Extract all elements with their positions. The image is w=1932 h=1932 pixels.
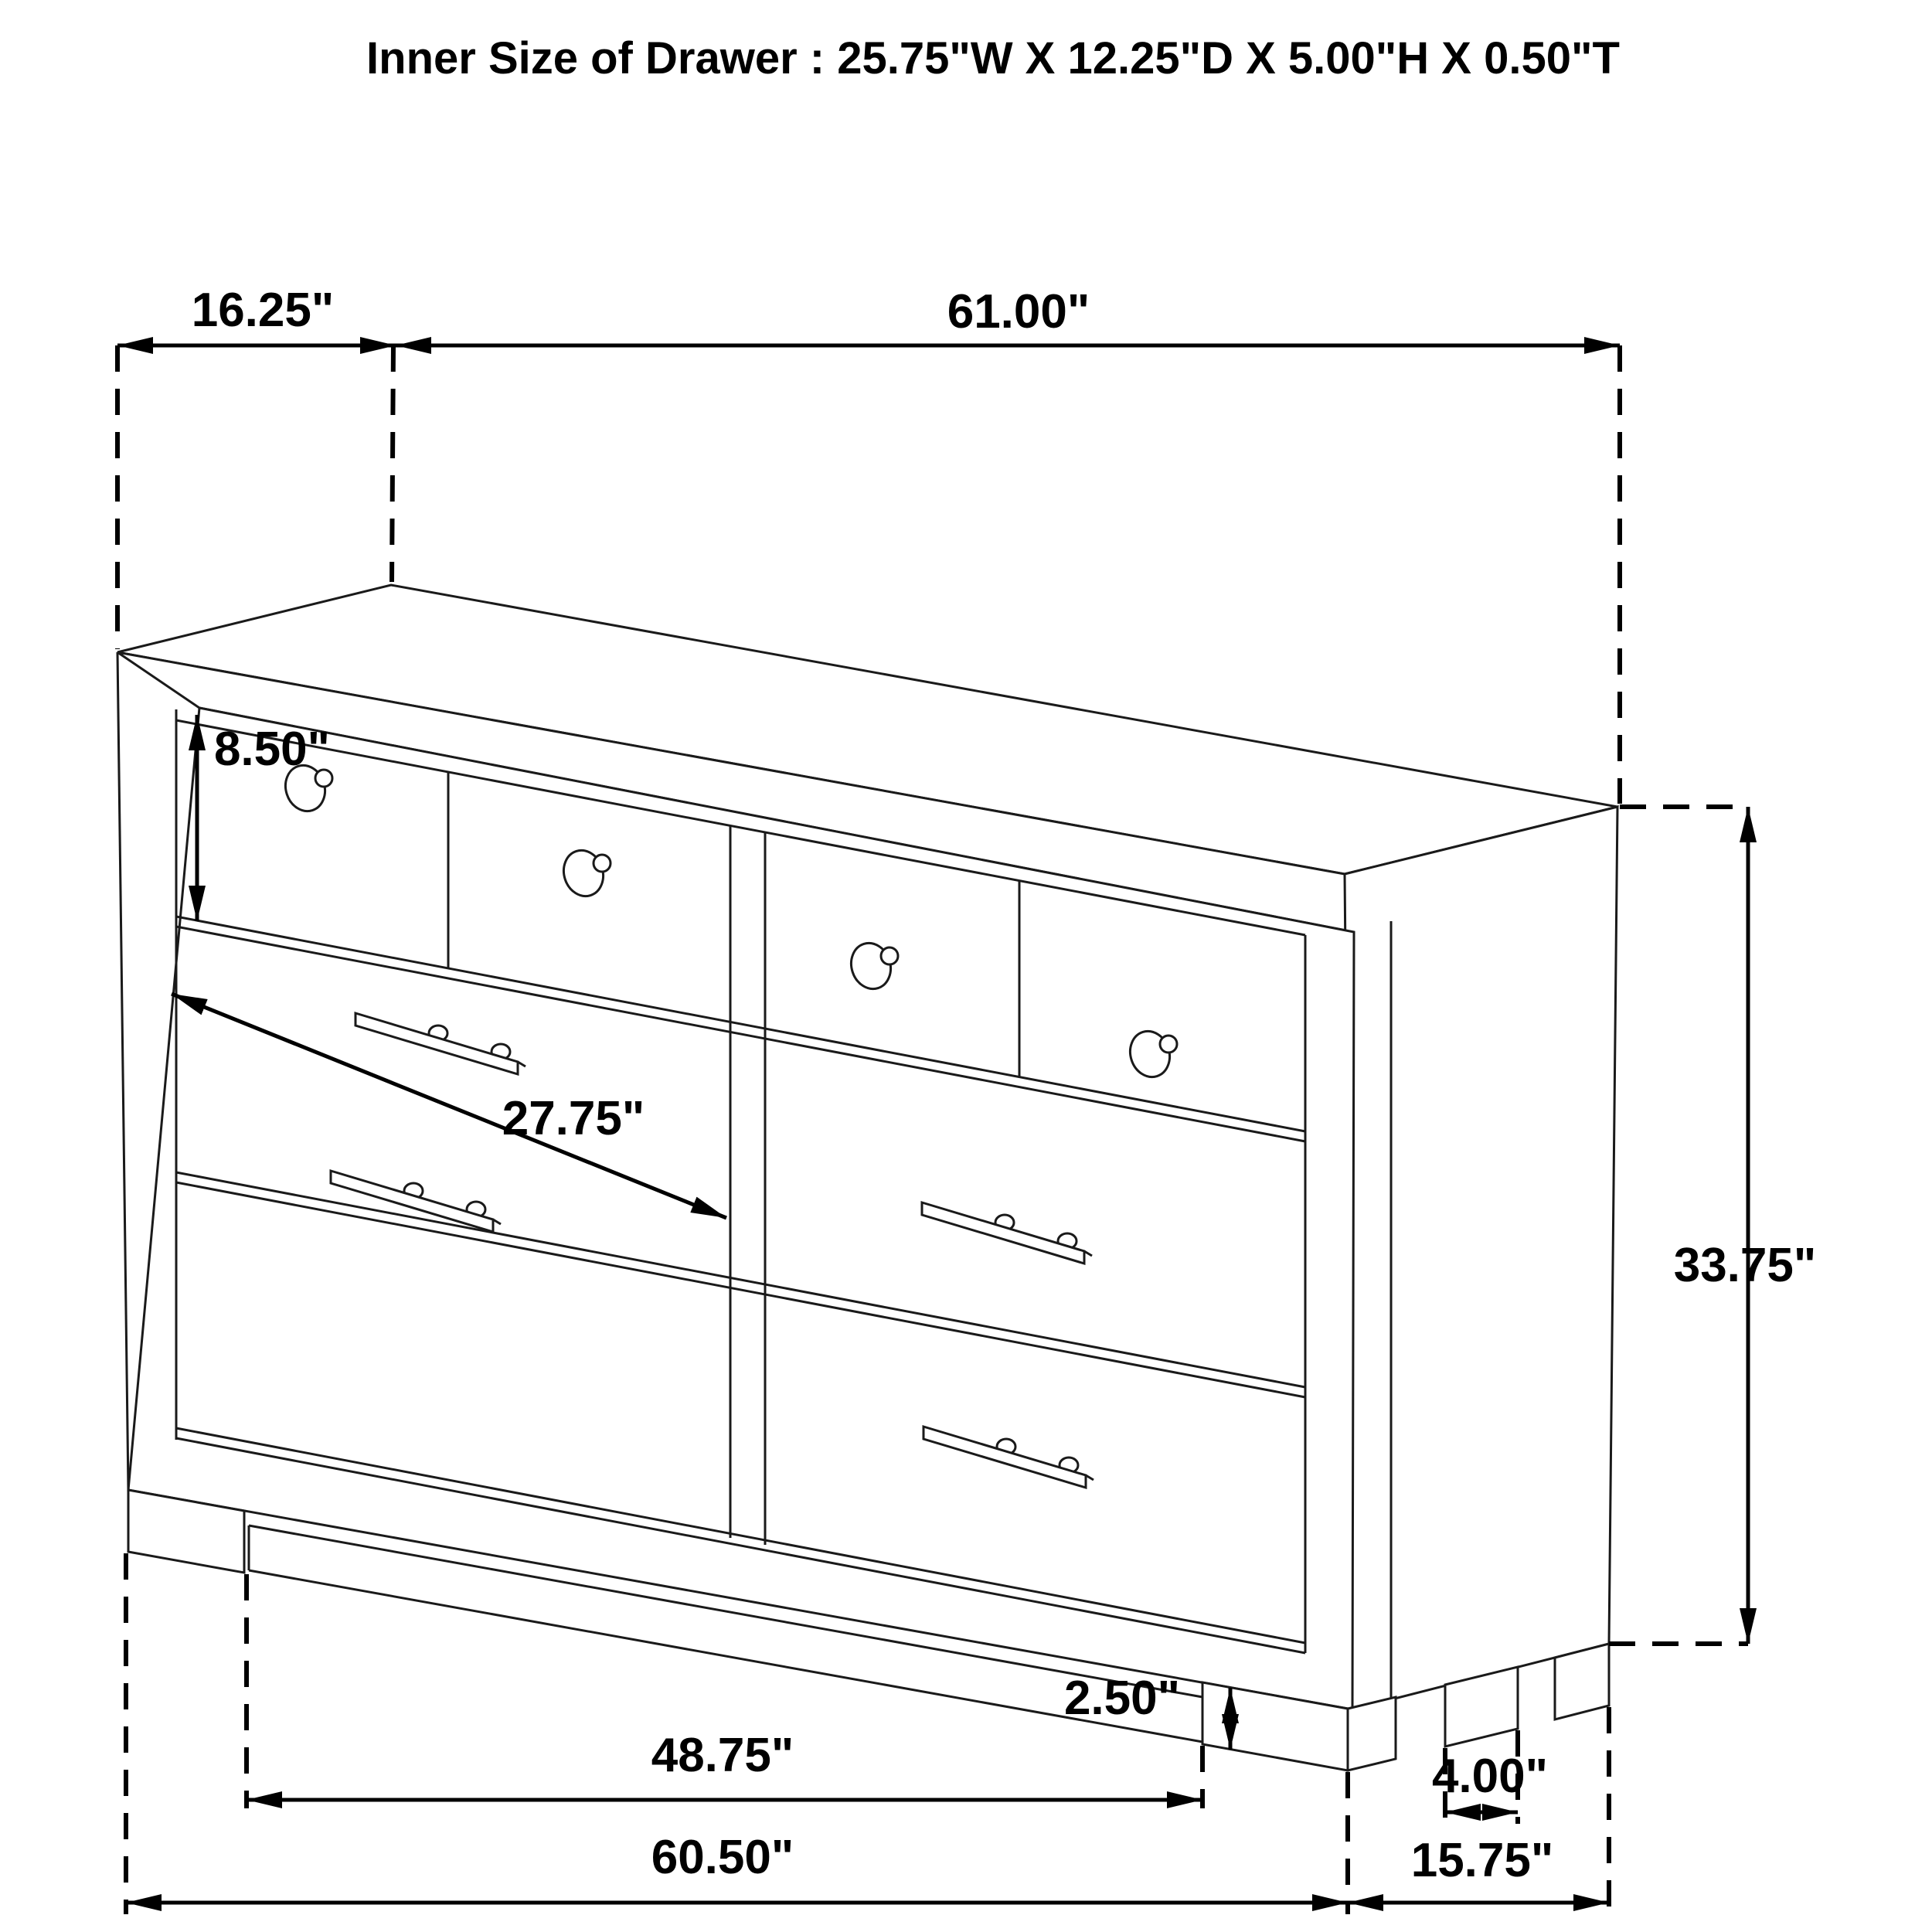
dim-leg-depth-label: 4.00" [1431,1750,1549,1803]
dim-top-depth-label: 16.25" [191,284,335,337]
dim-leg-depth [1432,1750,1548,1812]
dim-base-clearance-label: 2.50" [1063,1672,1181,1725]
dim-top-width-label: 61.00" [947,285,1090,338]
dim-inner-leg-span [247,1729,1202,1800]
dim-base-depth-label: 15.75" [1410,1834,1554,1887]
dim-drawer-front-width-label: 27.75" [502,1092,645,1145]
dim-overall-height [1674,807,1817,1644]
dim-base-depth [1348,1834,1609,1903]
dim-base-width-label: 60.50" [651,1831,794,1884]
dim-overall-height-label: 33.75" [1673,1239,1817,1292]
back-right-leg [1555,1644,1609,1719]
right-side-face [1345,807,1617,1709]
dim-top-depth [117,284,396,345]
front-right-leg-side [1348,1697,1396,1770]
page-title: Inner Size of Drawer : 25.75"W X 12.25"D X 5.00"H X 0.50"T [366,33,1620,83]
dim-top-width [396,285,1620,345]
dim-top-drawer-height-label: 8.50" [213,723,331,776]
dresser-drawing [117,585,1617,1770]
dim-base-width [126,1831,1348,1903]
dim-inner-leg-span-label: 48.75" [651,1729,794,1782]
